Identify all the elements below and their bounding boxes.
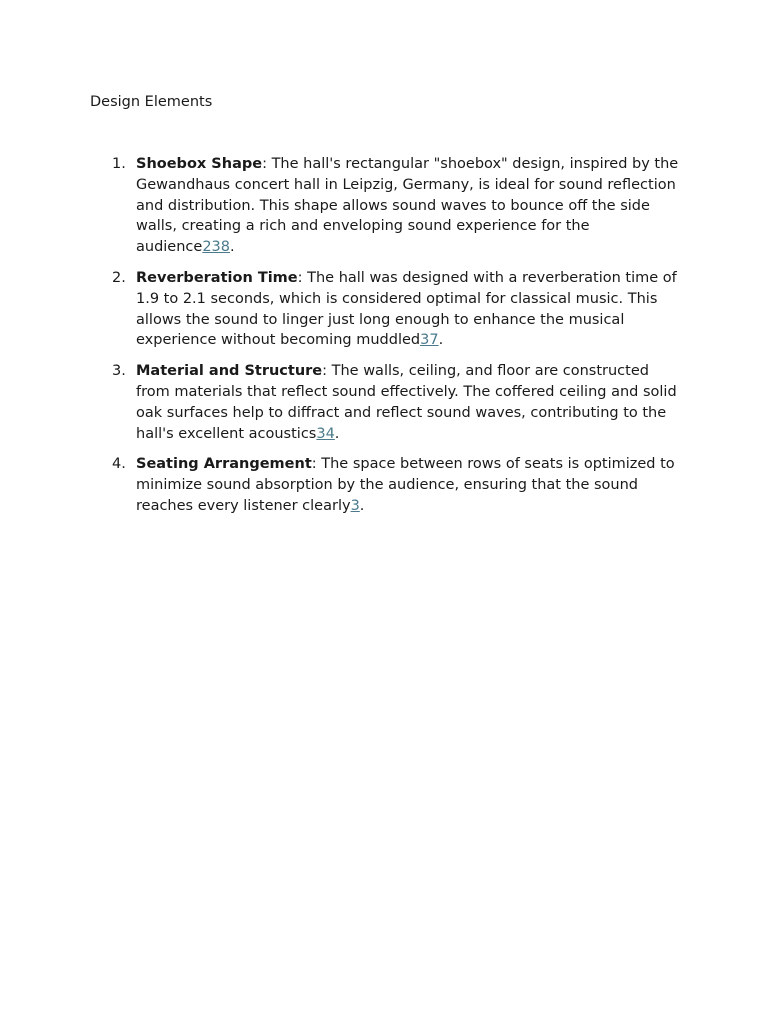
list-item-number: 2. bbox=[112, 269, 126, 286]
list-item-number: 1. bbox=[112, 156, 126, 172]
citation-link[interactable]: 37 bbox=[420, 332, 439, 349]
citation-link[interactable]: 34 bbox=[316, 425, 335, 442]
list-item-title: Reverberation Time bbox=[136, 269, 298, 286]
list-item-body: : The hall's rectangular "shoebox" design, inspired by the Gewandhaus concert hall in Leipzig, Germany, is ideal for sound reflection and distribution. This shape allows sound waves to bounce off the side walls, creating a rich and enveloping sound experience for the audience bbox=[136, 156, 679, 256]
list-item-body: : The walls, ceiling, and floor are constructed from materials that reflect sound effectively. The coffered ceiling and solid oak surfaces help to diffract and reflect sound waves, contributing to the hall's excellent acoustics bbox=[136, 363, 677, 442]
list-item bbox=[90, 268, 680, 351]
list-item-title: Seating Arrangement bbox=[136, 456, 312, 473]
list-item-body: : The space between rows of seats is optimized to minimize sound absorption by the audience, ensuring that the sound reaches every listener clearly bbox=[136, 456, 675, 514]
list-item-number: 4. bbox=[112, 456, 126, 473]
list-item-end: . bbox=[334, 425, 340, 442]
list-item-title: Shoebox Shape bbox=[136, 156, 263, 172]
section-heading: Design Elements bbox=[90, 94, 213, 110]
design-elements-list bbox=[90, 154, 680, 517]
list-item-body: : The hall was designed with a reverberation time of 1.9 to 2.1 seconds, which is considered optimal for classical music. This allows the sound to linger just long enough to enhance the musical experience without becoming muddled bbox=[136, 269, 677, 349]
list-item bbox=[90, 361, 680, 444]
list-item-title: Material and Structure bbox=[136, 363, 323, 380]
list-item bbox=[90, 154, 680, 258]
citation-link[interactable]: 3 bbox=[350, 497, 360, 514]
list-item-number: 3. bbox=[112, 363, 126, 380]
list-item bbox=[90, 454, 680, 516]
citation-link[interactable]: 238 bbox=[202, 239, 230, 256]
list-item-end: . bbox=[359, 497, 365, 514]
list-item-end: . bbox=[230, 239, 235, 256]
list-item-end: . bbox=[438, 332, 444, 349]
